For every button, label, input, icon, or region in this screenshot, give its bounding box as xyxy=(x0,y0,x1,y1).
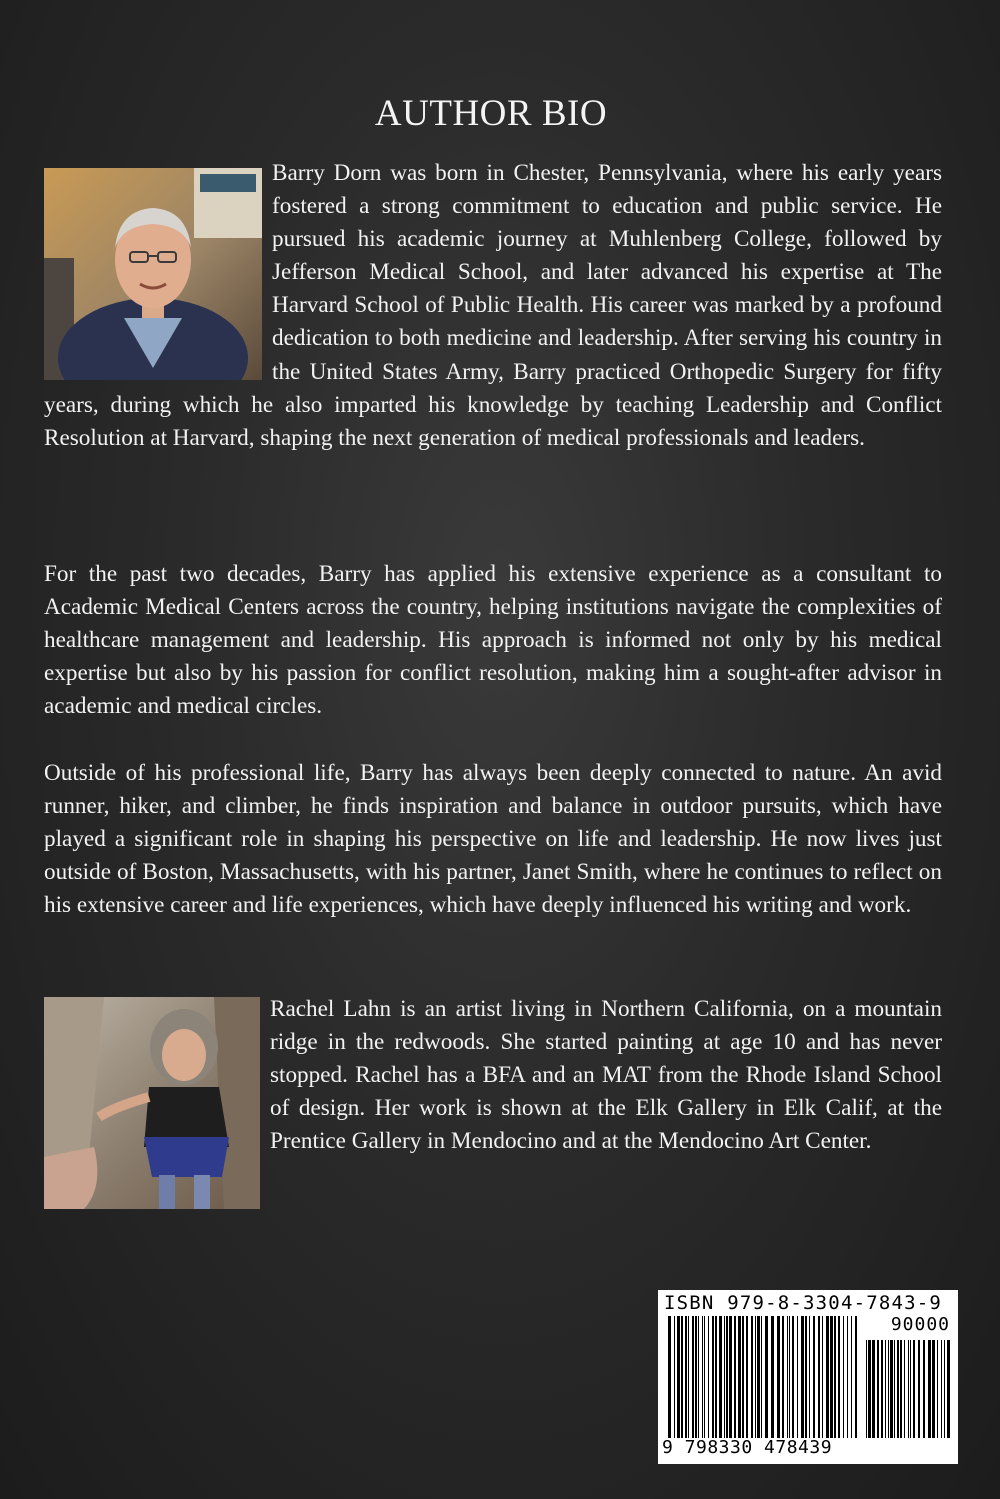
price-code: 90000 xyxy=(890,1314,950,1335)
page-title: AUTHOR BIO xyxy=(374,93,608,134)
price-barcode-bars xyxy=(866,1340,950,1438)
rachel-bio-paragraph: Rachel Lahn is an artist living in Northern California, on a mountain ridge in the redwoods. She started painting at age 10 and has never stopped. Rachel has a BFA and an MAT from the Rhode Island School of design. Her work is shown at the Elk Gallery in Elk Calif, at the Prentice Gallery in Mendocino and at the Mendocino Art Center. xyxy=(270,996,942,1155)
barry-photo xyxy=(44,168,262,380)
ean-barcode-bars xyxy=(668,1316,858,1438)
barry-bio-2 xyxy=(44,558,942,723)
barry-bio-paragraph-3: Outside of his professional life, Barry has always been deeply connected to nature. An avid runner, hiker, and climber, he finds inspiration and balance in outdoor pursuits, which have played a significant role in shaping his perspective on life and leadership. He now lives just outside of Boston, Massachusetts, with his partner, Janet Smith, where he continues to reflect on his extensive career and life experiences, which have deeply influenced his writing and work. xyxy=(44,760,942,919)
rachel-bio xyxy=(44,993,942,1213)
rachel-portrait-image xyxy=(44,997,260,1209)
barry-bio-paragraph-2: For the past two decades, Barry has applied his extensive experience as a consultant to Academic Medical Centers across the country, helping institutions navigate the complexities of healthcare management and leadership. His approach is informed not only by his medical expertise but also by his passion for conflict resolution, making him a sought-after advisor in academic and medical circles. xyxy=(44,561,942,720)
isbn-digits: 9 798330 478439 xyxy=(662,1437,833,1458)
rachel-photo xyxy=(44,997,260,1209)
barry-portrait-image xyxy=(44,168,262,380)
isbn-text: ISBN 979-8-3304-7843-9 xyxy=(664,1292,943,1314)
barry-bio-paragraph-1: Barry Dorn was born in Chester, Pennsylvania, where his early years fostered a strong commitment to education and public service. He pursued his academic journey at Muhlenberg College, followed by Jefferson Medical School, and later advanced his expertise at The Harvard School of Public Health. His career was marked by a profound dedication to both medicine and leadership. After serving his country in the United States Army, Barry practiced Orthopedic Surgery for fifty years, during which he also imparted his knowledge by teaching Leadership and Conflict Resolution at Harvard, shaping the next generation of medical professionals and leaders. xyxy=(44,160,942,451)
barry-bio xyxy=(44,157,942,455)
barry-bio-3 xyxy=(44,757,942,922)
isbn-barcode xyxy=(658,1290,958,1464)
